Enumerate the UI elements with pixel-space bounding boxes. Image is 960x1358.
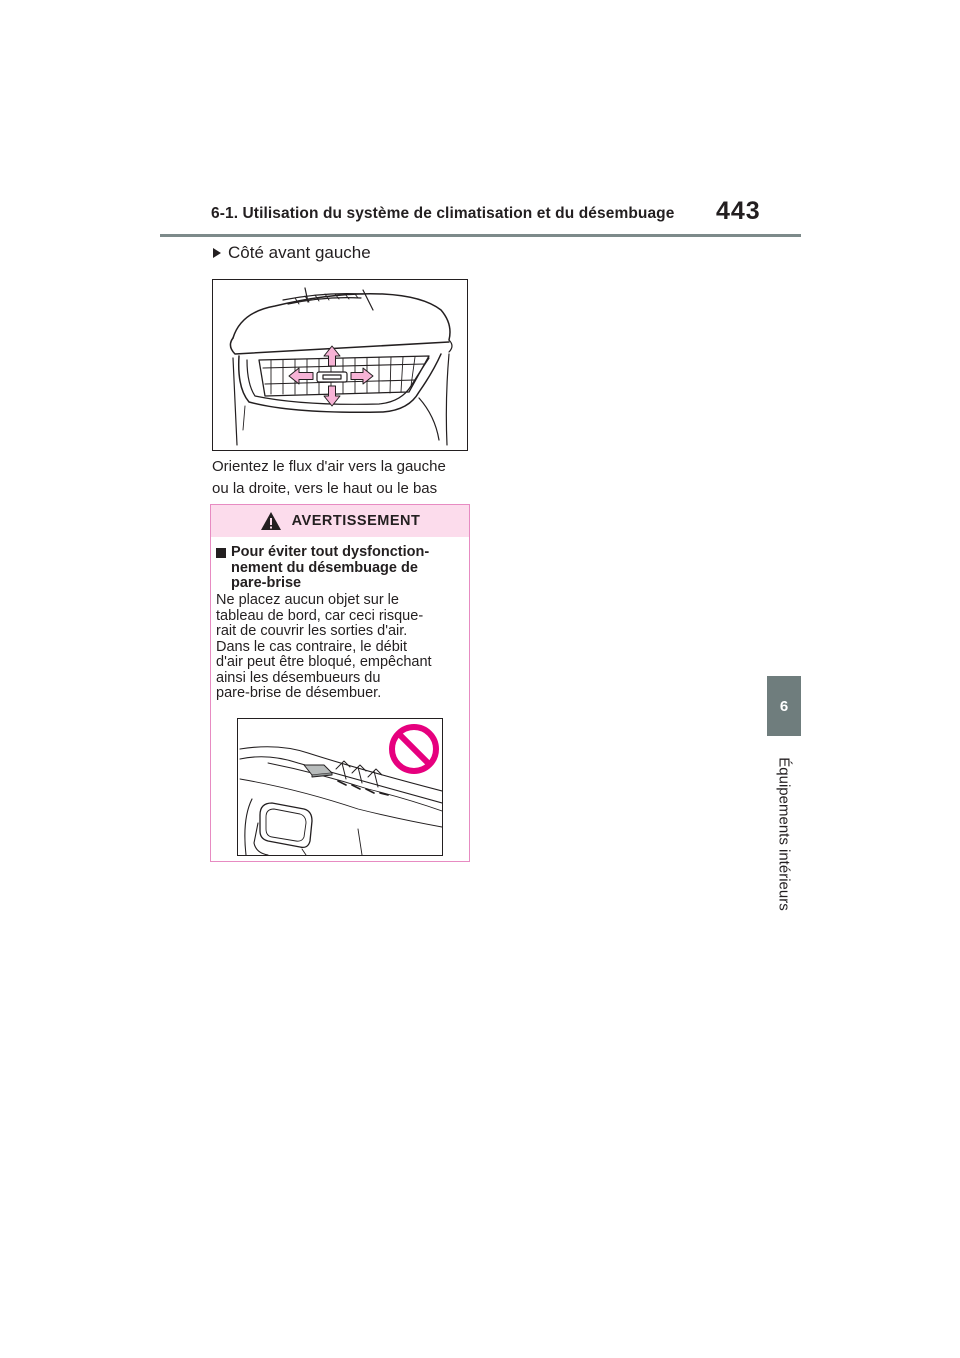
warning-body xyxy=(216,593,466,702)
subheading-line: nement du désembuage de xyxy=(231,559,418,576)
body-line: rait de couvrir les sorties d'air. xyxy=(216,623,408,639)
body-line: Ne placez aucun objet sur le xyxy=(216,592,399,608)
section-title: 6-1. Utilisation du système de climatisation et du désembuage xyxy=(211,205,675,222)
air-vent-drawing xyxy=(213,280,467,450)
caption-line: ou la droite, vers le haut ou le bas xyxy=(212,480,438,497)
square-bullet-icon xyxy=(216,548,226,558)
chapter-tab xyxy=(767,676,801,736)
body-line: tableau de bord, car ceci risque- xyxy=(216,607,424,624)
air-vent-illustration xyxy=(212,279,468,451)
chapter-label xyxy=(766,746,802,921)
subheading-line: pare-brise xyxy=(231,575,302,591)
page-number: 443 xyxy=(716,197,761,225)
triangle-bullet-icon xyxy=(213,248,221,258)
dashboard-illustration xyxy=(237,718,443,856)
prohibition-sign-icon xyxy=(392,727,436,771)
body-line: ainsi les désembueurs du xyxy=(216,669,381,686)
body-line: pare-brise de désembuer. xyxy=(216,685,382,701)
body-line: d'air peut être bloqué, empêchant xyxy=(216,654,432,670)
bullet-heading xyxy=(213,243,371,263)
illustration-caption xyxy=(212,456,482,500)
header-rule xyxy=(160,234,801,237)
warning-title: AVERTISSEMENT xyxy=(291,513,421,529)
subheading-line: Pour éviter tout dysfonction- xyxy=(231,544,430,560)
chapter-title: Équipements intérieurs xyxy=(775,756,793,911)
warning-box xyxy=(210,504,470,862)
warning-header xyxy=(211,505,469,537)
caption-line: Orientez le flux d'air vers la gauche xyxy=(212,458,446,475)
warning-triangle-icon xyxy=(260,511,282,531)
body-line: Dans le cas contraire, le débit xyxy=(216,638,408,655)
dashboard-drawing xyxy=(238,719,442,855)
chapter-number: 6 xyxy=(779,697,789,715)
bullet-heading-text: Côté avant gauche xyxy=(228,243,371,262)
